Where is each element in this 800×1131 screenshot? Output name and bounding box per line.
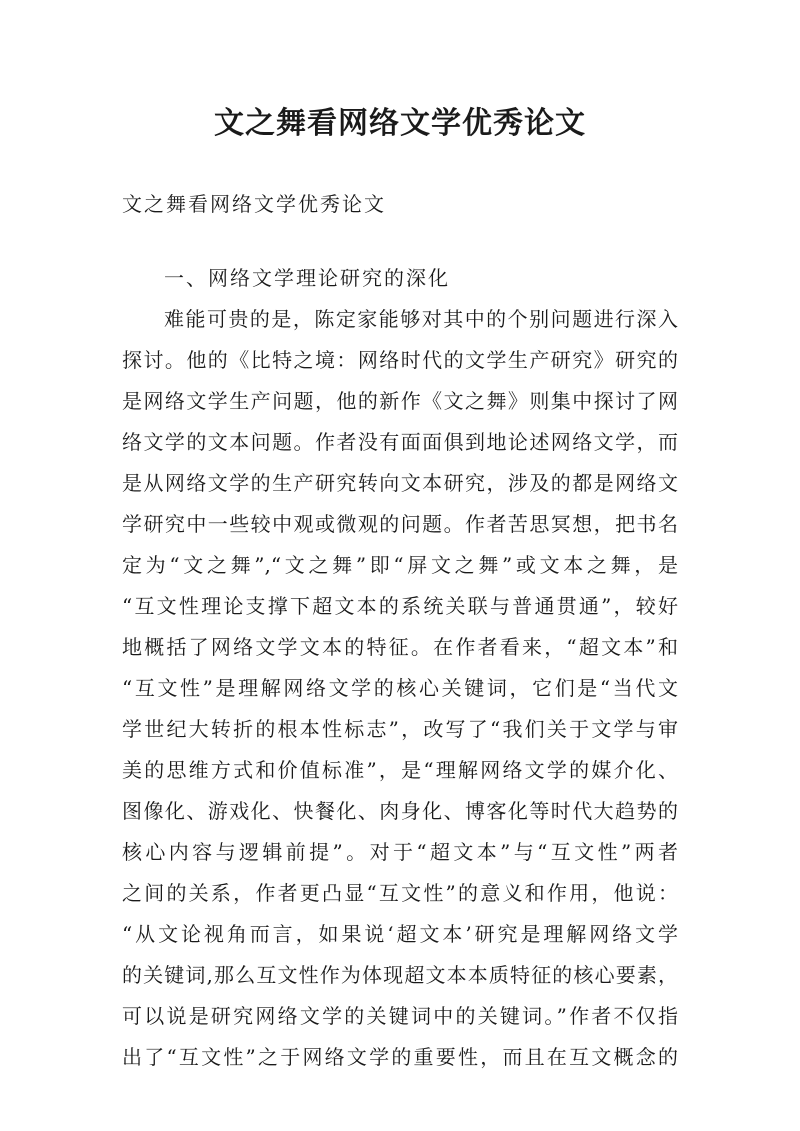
paragraph-line: “互文性”是理解网络文学的核心关键词，它们是“当代文	[122, 676, 678, 700]
paragraph-line: “从文论视角而言，如果说‘超文本’研究是理解网络文学	[122, 922, 678, 946]
page-title: 文之舞看网络文学优秀论文	[214, 106, 586, 141]
paragraph-line: 难能可贵的是，陈定家能够对其中的个别问题进行深入	[164, 307, 678, 331]
paragraph-line: 之间的关系，作者更凸显“互文性”的意义和作用，他说：	[122, 881, 678, 905]
paragraph-line: 美的思维方式和价值标准”，是“理解网络文学的媒介化、	[122, 758, 678, 782]
document-subtitle: 文之舞看网络文学优秀论文	[122, 192, 386, 216]
paragraph-line: 学研究中一些较中观或微观的问题。作者苦思冥想，把书名	[122, 512, 678, 536]
paragraph-line: 定为“文之舞”,“文之舞”即“屏文之舞”或文本之舞，是	[122, 553, 678, 577]
section-heading: 一、网络文学理论研究的深化	[164, 266, 450, 290]
paragraph-line: 学世纪大转折的根本性标志”，改写了“我们关于文学与审	[122, 717, 678, 741]
paragraph-line: 核心内容与逻辑前提”。对于“超文本”与“互文性”两者	[122, 840, 678, 864]
paragraph-line: 图像化、游戏化、快餐化、肉身化、博客化等时代大趋势的	[122, 799, 678, 823]
paragraph-line: 是网络文学生产问题，他的新作《文之舞》则集中探讨了网	[122, 389, 678, 413]
paragraph-line: 络文学的文本问题。作者没有面面俱到地论述网络文学，而	[122, 430, 678, 454]
paragraph-line: “互文性理论支撑下超文本的系统关联与普通贯通”，较好	[122, 594, 678, 618]
paragraph-line: 地概括了网络文学文本的特征。在作者看来，“超文本”和	[122, 635, 678, 659]
paragraph-line: 探讨。他的《比特之境：网络时代的文学生产研究》研究的	[122, 348, 678, 372]
paragraph-line: 出了“互文性”之于网络文学的重要性，而且在互文概念的	[122, 1045, 678, 1069]
paragraph-line: 是从网络文学的生产研究转向文本研究，涉及的都是网络文	[122, 471, 678, 495]
paragraph-line: 的关键词,那么互文性作为体现超文本本质特征的核心要素，	[122, 963, 678, 987]
paragraph-line: 可以说是研究网络文学的关键词中的关键词。”作者不仅指	[122, 1004, 678, 1028]
